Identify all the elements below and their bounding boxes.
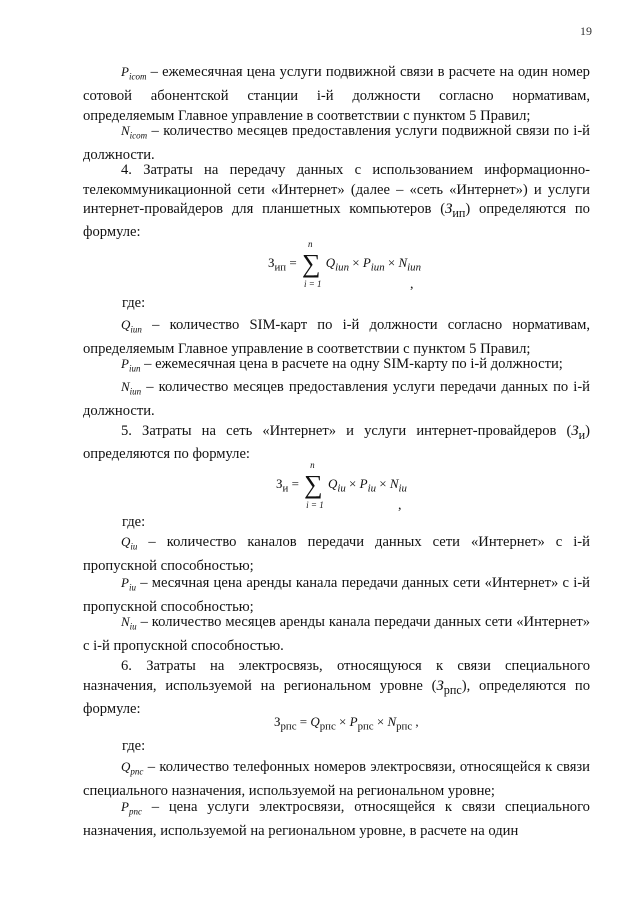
paragraph-p-rps: $P_{рпс}$ – цена услуги электросвязи, относящейся к связи специального назначения, используемой на региональном уровне, в расчете на один (83, 799, 590, 840)
paragraph-p-ii: $P_{iи}$ – месячная цена аренды канала передачи данных сети «Интернет» с i-й пропускной способностью; (83, 575, 590, 616)
paragraph-p-icom: $P_{icom}$ – ежемесячная цена услуги подвижной связи в расчете на один номер сотовой абонентской станции i-й должности согласно нормативам, определяемым Главное управление в соответствии с пунктом 5 Правил; (83, 64, 590, 124)
formula-item-6: $З_{рпс} = Q_{рпс} \times P_{рпс} \times N_{рпс}$ , (274, 714, 419, 733)
symbol: $Q_{iи}$ (121, 534, 138, 552)
where-label: где: (122, 295, 146, 311)
where-label: где: (122, 738, 146, 754)
formula-item-5: $З_и$ = n ∑ i = 1 $Q_{iи} \times P_{iи} \times N_{iи}$ (276, 460, 407, 510)
symbol: $N_{iи}$ (121, 614, 137, 632)
paragraph-p-iip: $P_{iип}$ – ежемесячная цена в расчете на одну SIM-карту по i-й должности; (121, 356, 563, 374)
symbol: $P_{icom}$ (121, 64, 147, 82)
paragraph-q-iip: $Q_{iип}$ – количество SIM-карт по i-й должности согласно нормативам, определяемым Главное управление в соответствии с пунктом 5 Правил; (83, 317, 590, 358)
formula-comma: , (398, 498, 402, 513)
where-label: где: (122, 514, 146, 530)
paragraph-q-ii: $Q_{iи}$ – количество каналов передачи данных сети «Интернет» с i-й пропускной способностью; (83, 534, 590, 575)
paragraph-n-ii: $N_{iи}$ – количество месяцев аренды канала передачи данных сети «Интернет» с i-й пропускной способностью. (83, 614, 590, 655)
symbol: $N_{iип}$ (121, 379, 142, 397)
symbol: $P_{рпс}$ (121, 799, 142, 817)
symbol: $N_{icom}$ (121, 123, 148, 141)
paragraph-item-6: 6. Затраты на электросвязь, относящуюся к связи специального назначения, используемой на региональном уровне $(З_{рпс})$, определяются по формуле: (83, 658, 590, 717)
paragraph-n-icom: $N_{icom}$ – количество месяцев предоставления услуги подвижной связи по i-й должности. (83, 123, 590, 164)
paragraph-n-iip: $N_{iип}$ – количество месяцев предоставления услуги передачи данных по i-й должности. (83, 379, 590, 420)
symbol: $P_{iип}$ (121, 356, 141, 374)
formula-comma: , (410, 277, 414, 292)
symbol: $P_{iи}$ (121, 575, 136, 593)
symbol: $Q_{iип}$ (121, 317, 142, 335)
sum-symbol: n ∑ i = 1 (301, 239, 322, 289)
sum-symbol: n ∑ i = 1 (304, 460, 324, 510)
formula-item-4: $З_{ип}$ = n ∑ i = 1 $Q_{iип} \times P_{iип} \times N_{iип}$ (268, 239, 421, 289)
page-number: 19 (580, 24, 592, 38)
symbol: $Q_{рпс}$ (121, 759, 144, 777)
paragraph-item-4: 4. Затраты на передачу данных с использованием информационно-телекоммуникационной сети «Интернет» (далее – «сеть «Интернет») и услуги интернет-провайдеров для планшетных компьютеров $(З_{ип})$ определяются по формуле: (83, 162, 590, 241)
paragraph-item-5: 5. Затраты на сеть «Интернет» и услуги интернет-провайдеров $(З_и)$ определяются по формуле: (83, 423, 591, 463)
paragraph-q-rps: $Q_{рпс}$ – количество телефонных номеров электросвязи, относящейся к связи специального назначения, используемой на региональном уровне; (83, 759, 590, 800)
